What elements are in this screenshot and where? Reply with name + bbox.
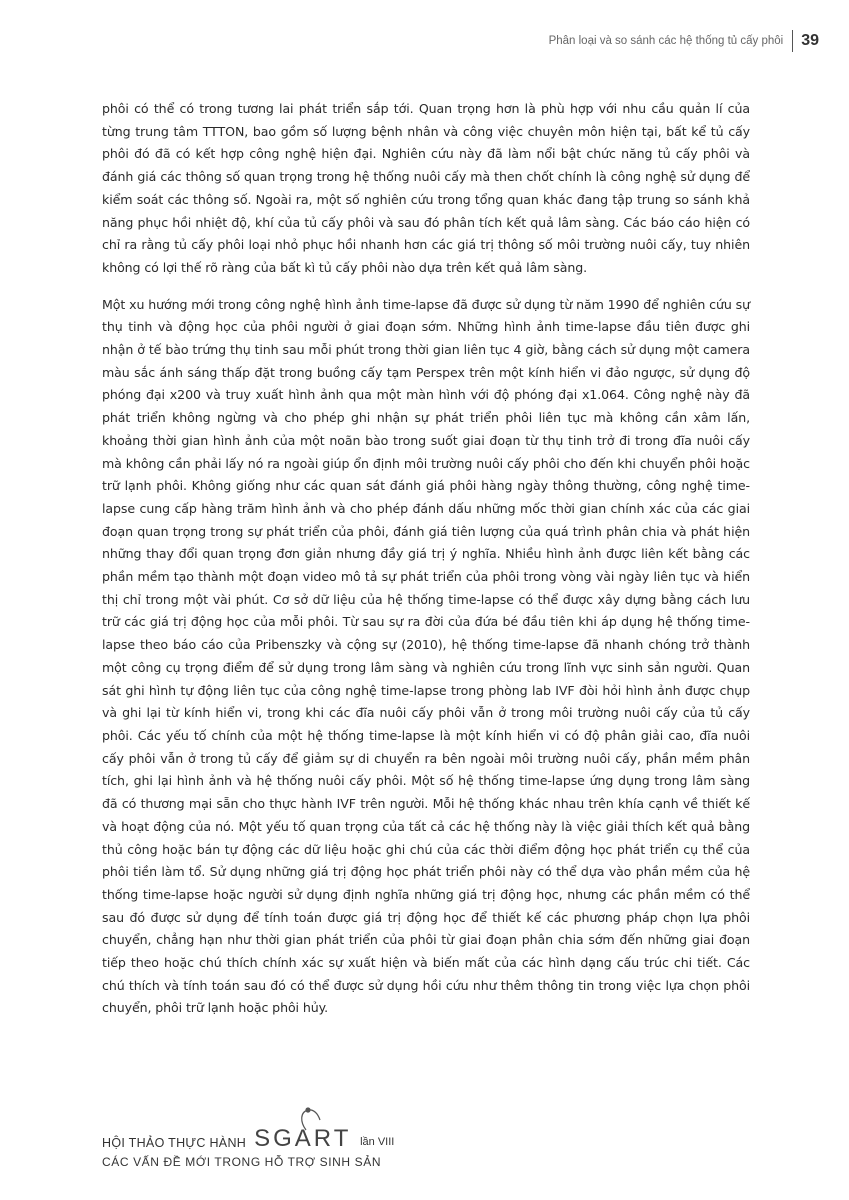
logo-text: SGART <box>254 1125 352 1152</box>
sgart-logo <box>254 1120 354 1150</box>
footer-title-line <box>102 1120 394 1150</box>
running-header <box>549 30 819 52</box>
running-title: Phân loại và so sánh các hệ thống tủ cấy phôi <box>548 35 784 47</box>
footer <box>102 1102 522 1172</box>
footer-event-name: HỘI THẢO THỰC HÀNH <box>102 1136 247 1150</box>
footer-edition: lần VIII <box>360 1136 395 1148</box>
paragraph-1: phôi có thể có trong tương lai phát triển sắp tới. Quan trọng hơn là phù hợp với nhu cầu quản lí của từng trung tâm TTTON, bao gồm số lượng bệnh nhân và công việc chuyên môn hiện tại, bất kể tủ cấy phôi đó đã có kết hợp công nghệ hiện đại. Nghiên cứu này đã làm nổi bật chức năng tủ cấy phôi và đánh giá các thông số quan trọng trong hệ thống nuôi cấy mà then chốt chính là công nghệ sử dụng để kiểm soát các thông số. Ngoài ra, một số nghiên cứu trong tổng quan khác đang tập trung so sánh khả năng phục hồi nhiệt độ, khí của tủ cấy phôi và sau đó phân tích kết quả lâm sàng. Các báo cáo hiện có chỉ ra rằng tủ cấy phôi loại nhỏ phục hồi nhanh hơn các giá trị thông số môi trường nuôi cấy, tuy nhiên không có lợi thế rõ ràng của bất kì tủ cấy phôi nào dựa trên kết quả lâm sàng. <box>102 101 750 275</box>
footer-subtitle: CÁC VẤN ĐỀ MỚI TRONG HỖ TRỢ SINH SẢN <box>102 1155 382 1169</box>
paragraph-2: Một xu hướng mới trong công nghệ hình ảnh time-lapse đã được sử dụng từ năm 1990 để nghiên cứu sự thụ tinh và động học của phôi người ở giai đoạn sớm. Những hình ảnh time-lapse đầu tiên được ghi nhận ở tế bào trứng thụ tinh sau mỗi phút trong thời gian liên tục 4 giờ, bằng cách sử dụng một camera màu sắc ánh sáng thấp đặt trong buồng cấy tạm Perspex trên một kính hiển vi đảo ngược, sử dụng độ phóng đại x200 và truy xuất hình ảnh qua một màn hình với độ phóng đại x1.064. Công nghệ này đã phát triển không ngừng và cho phép ghi nhận sự phát triển phôi liên tục mà không cần xâm lấn, khoảng thời gian hình ảnh của một noãn bào trong suốt giai đoạn từ thụ tinh trở đi trong đĩa nuôi cấy mà không cần phải lấy nó ra ngoài giúp ổn định môi trường nuôi cấy phôi cho đến khi chuyển phôi hoặc trữ lạnh phôi. Không giống như các quan sát đánh giá phôi hàng ngày thông thường, công nghệ time-lapse cung cấp hàng trăm hình ảnh và cho phép đánh dấu những mốc thời gian chính xác của các giai đoạn quan trọng trong sự phát triển của phôi, đánh giá tiên lượng của quá trình phân chia và phát hiện những thay đổi quan trọng đơn giản nhưng đầy giá trị ý nghĩa. Nhiều hình ảnh được liên kết bằng các phần mềm tạo thành một đoạn video mô tả sự phát triển của phôi trong vòng vài ngày liên tục và hiển thị chỉ trong một vài phút. Cơ sở dữ liệu của hệ thống time-lapse có thể được xây dựng bằng cách lưu trữ các giá trị động học của mỗi phôi. Từ sau sự ra đời của đứa bé đầu tiên khi áp dụng hệ thống time-lapse theo báo cáo của Pribenszky và cộng sự (2010), hệ thống time-lapse đã nhanh chóng trở thành một công cụ trọng điểm để sử dụng trong lâm sàng và nghiên cứu trong lĩnh vực sinh sản người. Quan sát ghi hình tự động liên tục của công nghệ time-lapse trong phòng lab IVF đòi hỏi hình ảnh được chụp và ghi lại từ kính hiển vi, trong khi các đĩa nuôi cấy phôi vẫn ở trong môi trường nuôi cấy của tủ cấy phôi. Các yếu tố chính của một hệ thống time-lapse là một kính hiển vi có độ phân giải cao, đĩa nuôi cấy phôi vẫn ở trong tủ cấy để giảm sự di chuyển ra bên ngoài môi trường nuôi cấy, phần mềm phân tích, ghi lại hình ảnh và hệ thống nuôi cấy phôi. Một số hệ thống time-lapse ứng dụng trong lâm sàng đã có thương mại sẵn cho thực hành IVF trên người. Mỗi hệ thống khác nhau trên khía cạnh về thiết kế và hoạt động của nó. Một yếu tố quan trọng của tất cả các hệ thống này là việc giải thích kết quả bằng thủ công hoặc bán tự động các dữ liệu hoặc ghi chú của các thời điểm động học phát triển cụ thể của phôi tiền làm tổ. Sử dụng những giá trị động học phát triển phôi này có thể dựa vào phần mềm của hệ thống time-lapse hoặc người sử dụng định nghĩa những giá trị động học, nhưng các phần mềm có thể sau đó được sử dụng để tính toán được giá trị động học để thiết kế các phương pháp chọn lựa phôi chuyển, chẳng hạn như thời gian phát triển của phôi từ giai đoạn phân chia sớm đến những giai đoạn tiếp theo hoặc chú thích chính xác sự xuất hiện và biến mất của các hình dạng cấu trúc chi tiết. Các chú thích và tính toán sau đó có thể được sử dụng hồi cứu như thêm thông tin trong việc lựa chọn phôi chuyển, phôi trữ lạnh hoặc phôi hủy. <box>102 296 751 1016</box>
body-text <box>102 98 750 1020</box>
page-number: 39 <box>801 32 819 49</box>
